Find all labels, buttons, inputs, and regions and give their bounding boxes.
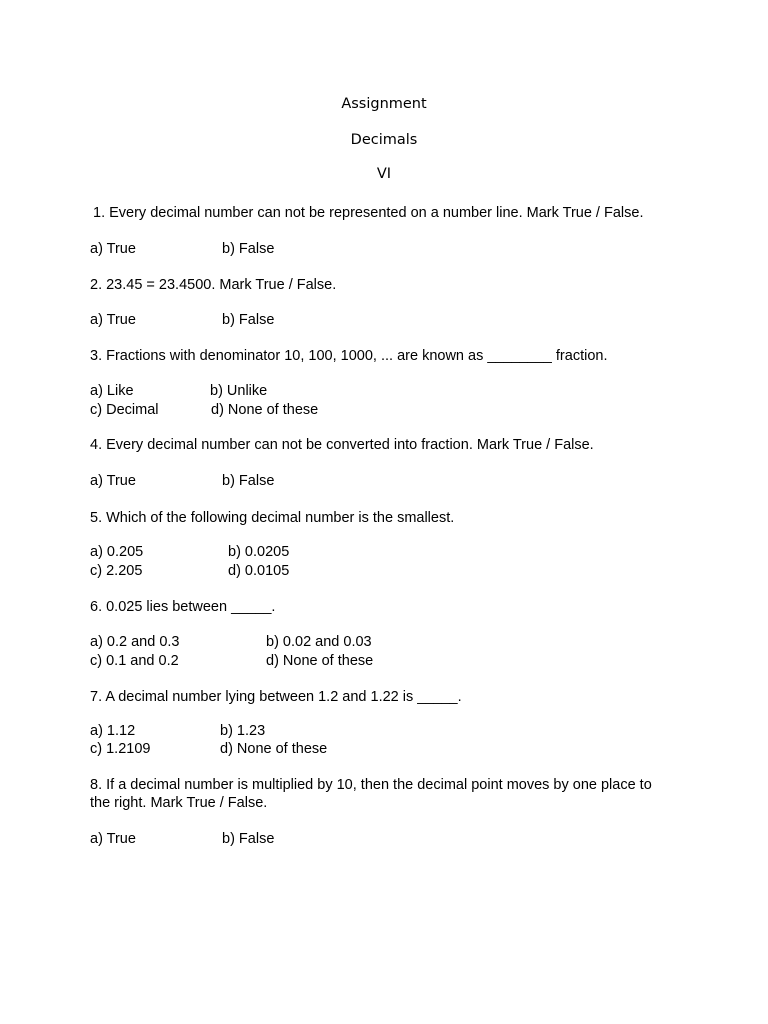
question-1-option-a: a) True	[90, 241, 136, 257]
question-8-option-a: a) True	[90, 831, 136, 847]
question-5-option-a: a) 0.205	[90, 544, 144, 560]
question-5-option-b: b) 0.0205	[228, 544, 290, 560]
question-4-option-b: b) False	[222, 473, 275, 489]
question-2-text: 2. 23.45 = 23.4500. Mark True / False.	[90, 277, 337, 293]
question-3-option-b: b) Unlike	[210, 383, 268, 399]
question-7-option-c: c) 1.2109	[90, 741, 151, 757]
question-8-text-line-2: the right. Mark True / False.	[90, 795, 268, 811]
question-7-text: 7. A decimal number lying between 1.2 and 1.22 is _____.	[90, 689, 462, 705]
question-4-text: 4. Every decimal number can not be converted into fraction. Mark True / False.	[90, 437, 594, 453]
question-7-option-a: a) 1.12	[90, 723, 136, 739]
question-7-option-b: b) 1.23	[220, 723, 266, 739]
question-3-option-a: a) Like	[90, 383, 134, 399]
question-6-option-b: b) 0.02 and 0.03	[266, 634, 372, 650]
question-1-option-b: b) False	[222, 241, 275, 257]
question-6-text: 6. 0.025 lies between _____.	[90, 599, 276, 615]
question-2-option-b: b) False	[222, 312, 275, 328]
grade-heading: VI	[376, 166, 392, 182]
question-3-option-c: c) Decimal	[90, 402, 159, 418]
question-5-option-d: d) 0.0105	[228, 563, 290, 579]
question-3-text: 3. Fractions with denominator 10, 100, 1000, ... are known as ________ fraction.	[90, 348, 608, 364]
question-2-option-a: a) True	[90, 312, 136, 328]
question-6-option-c: c) 0.1 and 0.2	[90, 653, 179, 669]
question-8-text-line-1: 8. If a decimal number is multiplied by 10, then the decimal point moves by one place to	[90, 777, 652, 793]
question-8-option-b: b) False	[222, 831, 275, 847]
question-4-option-a: a) True	[90, 473, 136, 489]
assignment-title: Assignment	[341, 96, 427, 112]
question-1-text: 1. Every decimal number can not be represented on a number line. Mark True / False.	[93, 205, 644, 221]
subject-heading: Decimals	[350, 132, 418, 148]
question-7-option-d: d) None of these	[220, 741, 328, 757]
question-6-option-d: d) None of these	[266, 653, 374, 669]
question-6-option-a: a) 0.2 and 0.3	[90, 634, 180, 650]
question-5-text: 5. Which of the following decimal number is the smallest.	[90, 510, 455, 526]
question-3-option-d: d) None of these	[211, 402, 319, 418]
question-5-option-c: c) 2.205	[90, 563, 143, 579]
